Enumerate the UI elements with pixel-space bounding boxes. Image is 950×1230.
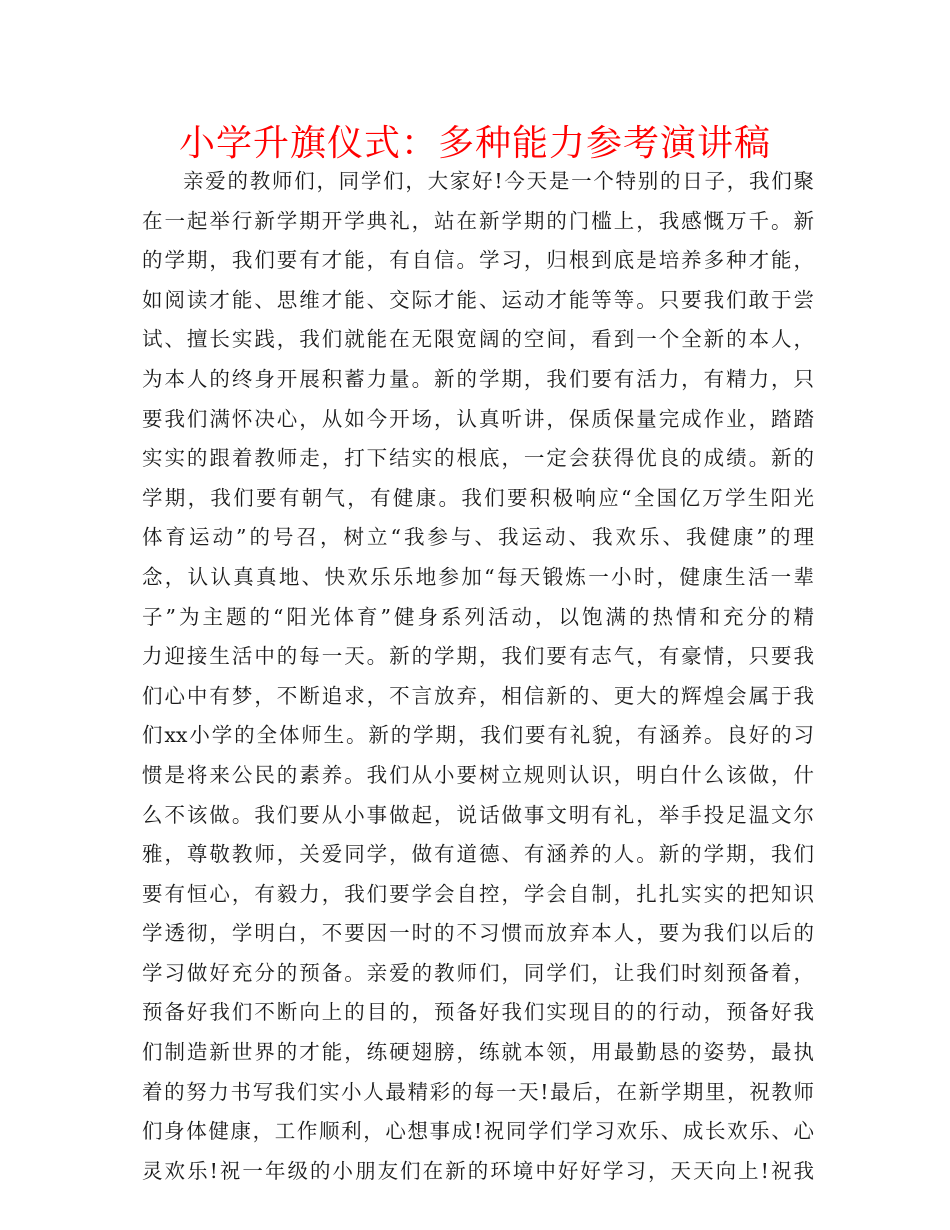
paragraph-line: 试、擅长实践，我们就能在无限宽阔的空间，看到一个全新的本人， xyxy=(142,327,814,352)
paragraph-line: 们身体健康，工作顺利，心想事成!祝同学们学习欢乐、成长欢乐、心 xyxy=(142,1119,814,1144)
paragraph-line: 雅，尊敬教师，关爱同学，做有道德、有涵养的人。新的学期，我们 xyxy=(142,842,814,867)
paragraph-line: 们xx小学的全体师生。新的学期，我们要有礼貌，有涵养。良好的习 xyxy=(142,723,814,748)
paragraph-line: 体育运动”的号召，树立“我参与、我运动、我欢乐、我健康”的理 xyxy=(142,525,814,550)
paragraph-line: 实实的跟着教师走，打下结实的根底，一定会获得优良的成绩。新的 xyxy=(142,446,814,471)
paragraph-line: 亲爱的教师们，同学们，大家好!今天是一个特别的日子，我们聚 xyxy=(183,169,814,193)
paragraph-line: 么不该做。我们要从小事做起，说话做事文明有礼，举手投足温文尔 xyxy=(142,802,814,827)
body-text xyxy=(142,162,814,1191)
paragraph-line: 预备好我们不断向上的目的，预备好我们实现目的的行动，预备好我 xyxy=(142,1000,814,1025)
paragraph-line: 们制造新世界的才能，练硬翅膀，练就本领，用最勤恳的姿势，最执 xyxy=(142,1040,814,1065)
paragraph-line: 要有恒心，有毅力，我们要学会自控，学会自制，扎扎实实的把知识 xyxy=(142,881,814,906)
paragraph-line: 着的努力书写我们实小人最精彩的每一天!最后，在新学期里，祝教师 xyxy=(142,1079,814,1104)
paragraph-line: 学透彻，学明白，不要因一时的不习惯而放弃本人，要为我们以后的 xyxy=(142,921,814,946)
paragraph-line: 如阅读才能、思维才能、交际才能、运动才能等等。只要我们敢于尝 xyxy=(142,287,814,312)
paragraph-line: 们心中有梦，不断追求，不言放弃，相信新的、更大的辉煌会属于我 xyxy=(142,683,814,708)
paragraph-line: 力迎接生活中的每一天。新的学期，我们要有志气，有豪情，只要我 xyxy=(142,644,814,669)
paragraph-line: 在一起举行新学期开学典礼，站在新学期的门槛上，我感慨万千。新 xyxy=(142,208,814,233)
paragraph-line: 要我们满怀决心，从如今开场，认真听讲，保质保量完成作业，踏踏 xyxy=(142,406,814,431)
paragraph-line: 学期，我们要有朝气，有健康。我们要积极响应“全国亿万学生阳光 xyxy=(142,485,814,510)
paragraph-line: 念，认认真真地、快欢乐乐地参加“每天锻炼一小时，健康生活一辈 xyxy=(142,564,814,589)
paragraph-line: 的学期，我们要有才能，有自信。学习，归根到底是培养多种才能， xyxy=(142,248,814,273)
paragraph-line: 惯是将来公民的素养。我们从小要树立规则认识，明白什么该做，什 xyxy=(142,762,814,787)
paragraph-line: 子”为主题的“阳光体育”健身系列活动，以饱满的热情和充分的精 xyxy=(142,604,814,629)
paragraph-line: 学习做好充分的预备。亲爱的教师们，同学们，让我们时刻预备着， xyxy=(142,960,814,985)
paragraph-line: 为本人的终身开展积蓄力量。新的学期，我们要有活力，有精力，只 xyxy=(142,366,814,391)
paragraph-line: 灵欢乐!祝一年级的小朋友们在新的环境中好好学习，天天向上!祝我 xyxy=(142,1158,814,1183)
document-title: 小学升旗仪式：多种能力参考演讲稿 xyxy=(178,123,771,164)
